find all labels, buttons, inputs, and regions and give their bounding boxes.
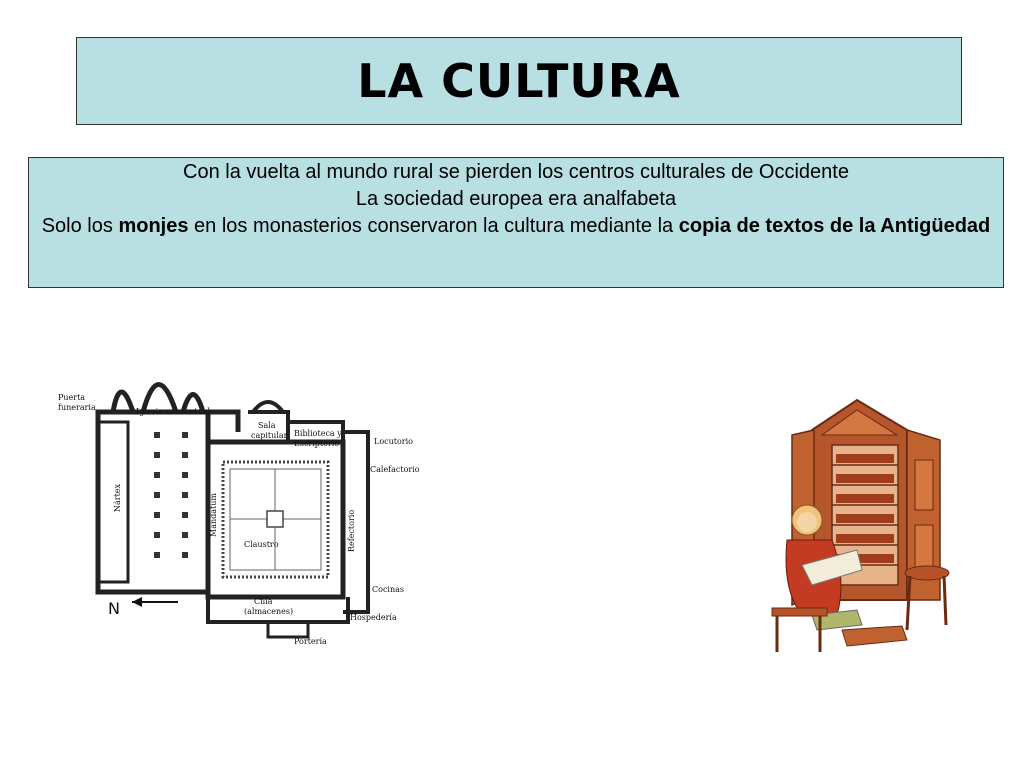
text-line-2: La sociedad europea era analfabeta	[355, 188, 677, 210]
label-funeraria: funeraria	[58, 403, 96, 412]
label-refectorio: Refectorio	[347, 509, 356, 552]
label-mandatum: Mandatum	[209, 493, 218, 537]
scribe-illustration-drawing	[762, 390, 962, 660]
label-iglesia: Iglesia conventual	[136, 407, 211, 416]
text-line-3	[29, 213, 1003, 240]
label-puerta: Puerta	[58, 393, 86, 402]
label-hospederia: Hospedería	[350, 613, 397, 622]
label-calefactorio: Calefactorio	[370, 465, 420, 474]
text-copia: copia de textos de la Antigüedad	[678, 215, 991, 237]
title-box	[76, 37, 962, 125]
text-monjes: monjes	[118, 215, 189, 237]
label-escriptorio: Escriptorio	[294, 439, 340, 448]
monastery-plan-drawing	[58, 352, 428, 652]
label-cocinas: Cocinas	[372, 585, 405, 594]
north-label: N	[108, 599, 120, 618]
text-box	[28, 157, 1004, 288]
label-porteria: Portería	[294, 637, 327, 646]
text-line-3-start: Solo los	[41, 215, 119, 237]
scribe-illustration	[762, 390, 962, 660]
label-almacenes: (almacenes)	[244, 607, 294, 616]
label-locutorio: Locutorio	[374, 437, 413, 446]
slide-title: LA CULTURA	[357, 54, 681, 108]
text-line-3-mid: en los monasterios conservaron la cultura mediante la	[188, 215, 679, 237]
label-biblioteca: Biblioteca y	[294, 429, 342, 438]
label-claustro: Claustro	[244, 540, 279, 549]
north-arrow-head-icon	[132, 597, 142, 607]
text-line-1: Con la vuelta al mundo rural se pierden los centros culturales de Occidente	[183, 161, 849, 183]
label-nartex: Nártex	[113, 483, 122, 512]
monastery-plan	[58, 352, 428, 652]
label-sala: Sala	[258, 421, 276, 430]
label-cilla: Cilla	[254, 597, 273, 606]
label-capitular: capitular	[251, 431, 288, 440]
